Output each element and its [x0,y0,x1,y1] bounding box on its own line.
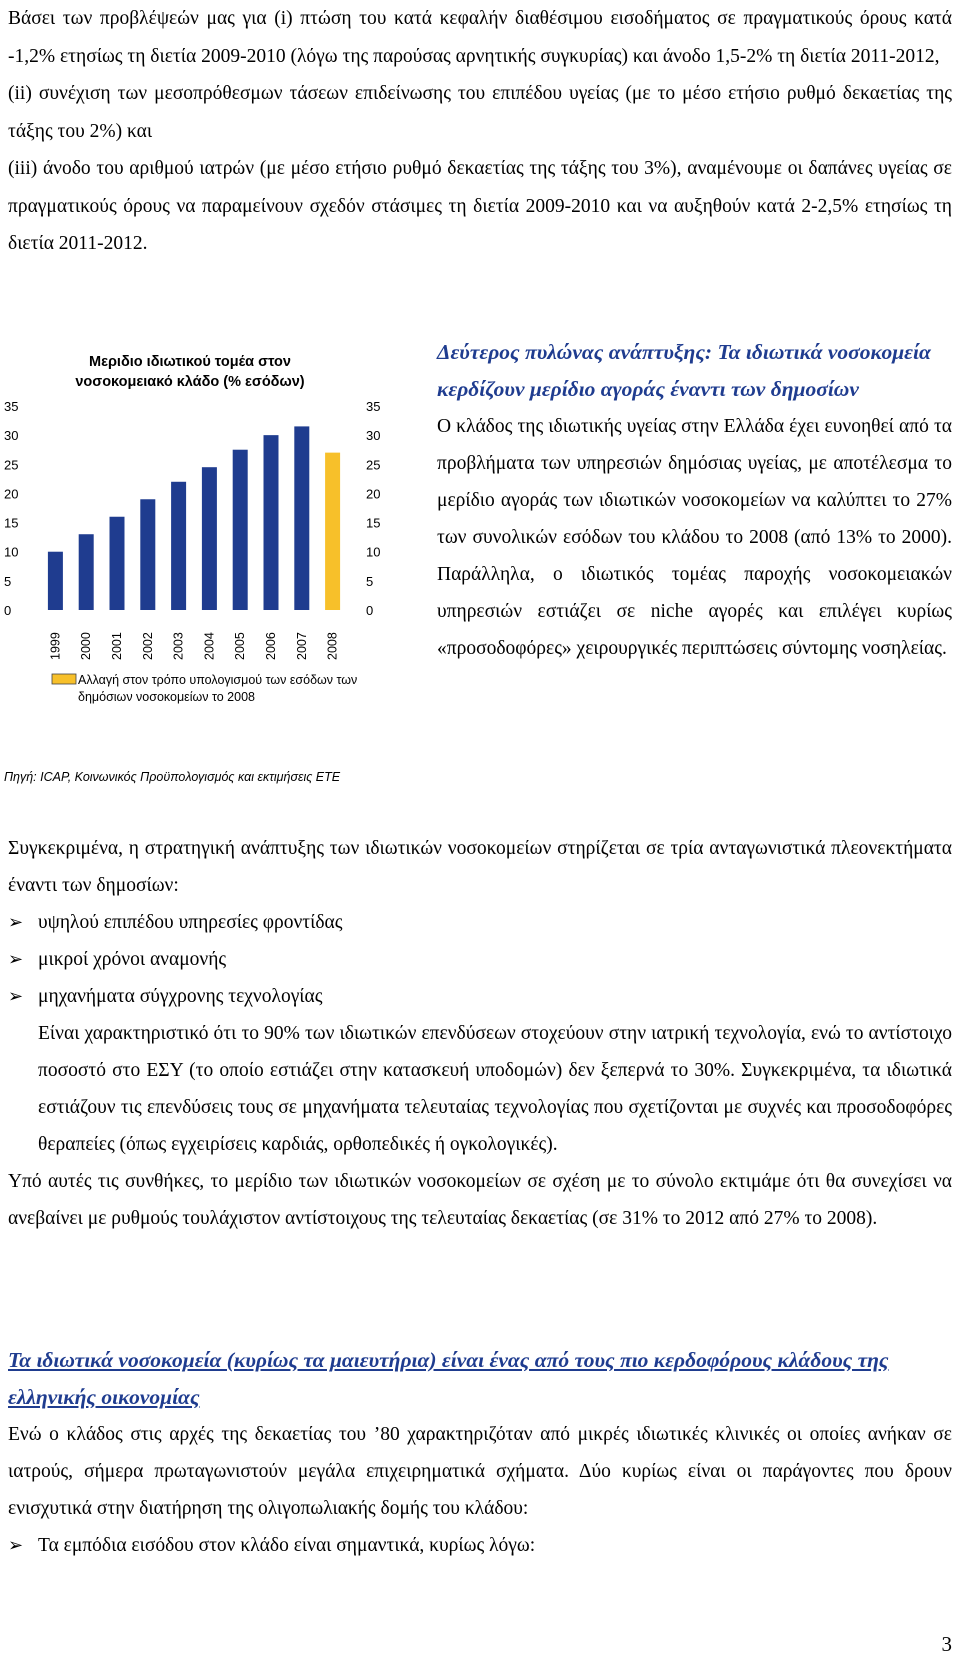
y-tick-label-left: 10 [4,544,19,560]
bullet-item [8,904,952,941]
y-tick-label-right: 35 [366,399,381,414]
profitability-body: Ενώ ο κλάδος στις αρχές της δεκαετίας του ’80 χαρακτηριζόταν από μικρές ιδιωτικές κλινικές οι οποίες ανήκαν σε ιατρούς, σήμερα πρωταγωνιστούν μεγάλα επιχειρηματικά σχήματα. Δύο κυρίως είναι οι παράγοντες που δρουν ενισχυτικά στην διατήρηση της ολιγοπωλιακής δομής του κλάδου: [8,1424,952,1519]
arrow-bullet-icon: ➢ [8,949,24,970]
page-number: 3 [941,1632,952,1656]
strategy-lead: Συγκεκριμένα, η στρατηγική ανάπτυξης των ιδιωτικών νοσοκομείων στηρίζεται σε τρία ανταγωνιστικά πλεονεκτήματα έναντι των δημοσίων: [8,838,952,896]
bar-2001 [110,517,125,610]
arrow-bullet-icon: ➢ [8,912,24,933]
bar-2005 [233,450,248,610]
bar-2002 [140,499,155,610]
chart-block [0,334,420,794]
legend-swatch [52,674,76,684]
y-tick-label-right: 30 [366,428,381,444]
bar-2003 [171,482,186,610]
x-tick-label: 2002 [140,632,155,660]
side-column [437,334,952,667]
intro-paragraph-1: Βάσει των προβλέψεών μας για (i) πτώση του κατά κεφαλήν διαθέσιμου εισοδήματος σε πραγματικούς όρους κατά -1,2% ετησίως τη διετία 2009-2010 (λόγω της παρούσας αρνητικής συγκυρίας) και άνοδο 1,5-2% τη διετία 2011-2012, [8,8,952,67]
y-tick-label-right: 0 [366,603,374,618]
x-tick-label: 2004 [202,632,217,660]
bar-2004 [202,467,217,610]
bullet-text: μικροί χρόνοι αναμονής [38,949,227,970]
x-tick-label: 2006 [264,632,278,660]
side-body: Ο κλάδος της ιδιωτικής υγείας στην Ελλάδα έχει ευνοηθεί από τα προβλήματα των υπηρεσιών δημόσιας υγείας, με αποτέλεσμα το μερίδιο αγοράς των ιδιωτικών νοσοκομείων να καλύπτει το 27% των συνολικών εσόδων του κλάδου το 2008 (από 13% το 2000). Παράλληλα, ο ιδιωτικός τομέας παροχής νοσοκομειακών υπηρεσιών εστιάζει σε niche αγορές και επιλέγει κυρίως «προσοδοφόρες» χειρουργικές περιπτώσεις σύντομης νοσηλείας. [437,416,952,659]
x-tick-label: 2007 [294,632,309,660]
x-tick-label: 2008 [325,632,340,660]
intro-section [8,0,952,263]
x-tick-label: 2000 [79,632,94,660]
bar-chart [0,334,420,764]
bullet-text: μηχανήματα σύγχρονης τεχνολογίας [38,986,323,1007]
y-tick-label-left: 35 [4,399,19,414]
bar-1999 [48,552,63,610]
chart-source: Πηγή: ICAP, Κοινωνικός Προϋπολογισμός και εκτιμήσεις ΕΤΕ [4,770,341,784]
bar-2006 [264,435,279,610]
y-tick-label-right: 25 [366,457,381,473]
bullet-text: υψηλού επιπέδου υπηρεσίες φροντίδας [38,912,343,933]
x-tick-label: 2003 [171,632,186,660]
bullet-item [8,1527,952,1564]
x-tick-label: 2005 [233,632,248,660]
y-tick-label-right: 15 [366,515,381,531]
side-heading: Δεύτερος πυλώνας ανάπτυξης: Τα ιδιωτικά νοσοκομεία κερδίζουν μερίδιο αγοράς έναντι των δημοσίων [437,340,931,401]
legend-line-1: Αλλαγή στον τρόπο υπολογισμού των εσόδων των [78,673,358,687]
y-tick-label-left: 30 [4,428,19,444]
strategy-section [8,830,952,1237]
intro-paragraph-2: (ii) συνέχιση των μεσοπρόθεσμων τάσεων επιδείνωσης του επιπέδου υγείας (με το μέσο ετήσιο ρυθμό δεκαετίας της τάξης του 2%) και [8,83,952,142]
profitability-heading: Τα ιδιωτικά νοσοκομεία (κυρίως τα μαιευτήρια) είναι ένας από τους πιο κερδοφόρους κλάδους της ελληνικής οικονομίας [8,1348,889,1409]
chart-title-line-2: νοσοκομειακό κλάδο (% εσόδων) [75,374,305,390]
bar-2008 [325,453,340,610]
y-tick-label-left: 20 [4,486,19,502]
x-tick-label: 1999 [48,632,63,660]
arrow-bullet-icon: ➢ [8,986,24,1007]
y-tick-label-left: 15 [4,515,19,531]
arrow-bullet-icon: ➢ [8,1535,24,1556]
bar-2000 [79,534,94,610]
y-tick-label-right: 5 [366,573,374,589]
profitability-section [8,1342,952,1564]
legend-line-2: δημόσιων νοσοκομείων το 2008 [78,690,255,704]
y-tick-label-right: 20 [366,486,381,502]
y-tick-label-left: 0 [4,603,12,618]
x-tick-label: 2001 [110,632,124,660]
y-tick-label-left: 25 [4,457,19,473]
intro-paragraph-3: (iii) άνοδο του αριθμού ιατρών (με μέσο ετήσιο ρυθμό δεκαετίας της τάξης του 3%), αναμένουμε οι δαπάνες υγείας σε πραγματικούς όρους να παραμείνουν σχεδόν στάσιμες τη διετία 2009-2010 και να αυξηθούν κατά 2-2,5% ετησίως τη διετία 2011-2012. [8,158,952,254]
bar-2007 [294,426,309,610]
indented-paragraph: Είναι χαρακτηριστικό ότι το 90% των ιδιωτικών επενδύσεων στοχεύουν στην ιατρική τεχνολογία, ενώ το αντίστοιχο ποσοστό στο ΕΣΥ (το οποίο εστιάζει στην κατασκευή υποδομών) δεν ξεπερνά το 30%. Συγκεκριμένα, τα ιδιωτικά εστιάζουν τις επενδύσεις τους σε μηχανήματα τελευταίας τεχνολογίας που σχετίζονται με συχνές και προσοδοφόρες θεραπείες (όπως εγχειρίσεις καρδιάς, ορθοπεδικές ή ογκολογικές). [38,1023,952,1155]
bullet-text: Τα εμπόδια εισόδου στον κλάδο είναι σημαντικά, κυρίως λόγω: [38,1535,536,1556]
closing-paragraph: Υπό αυτές τις συνθήκες, το μερίδιο των ιδιωτικών νοσοκομείων σε σχέση με το σύνολο εκτιμάμε ότι θα συνεχίσει να ανεβαίνει με ρυθμούς τουλάχιστον αντίστοιχους της τελευταίας δεκαετίας (σε 31% το 2012 από 27% το 2008). [8,1171,952,1229]
y-tick-label-left: 5 [4,573,12,589]
y-tick-label-right: 10 [366,544,381,560]
bullet-item [8,941,952,978]
bullet-item [8,978,952,1015]
chart-title-line-1: Μεριδιο ιδιωτικού τομέα στον [89,354,291,370]
